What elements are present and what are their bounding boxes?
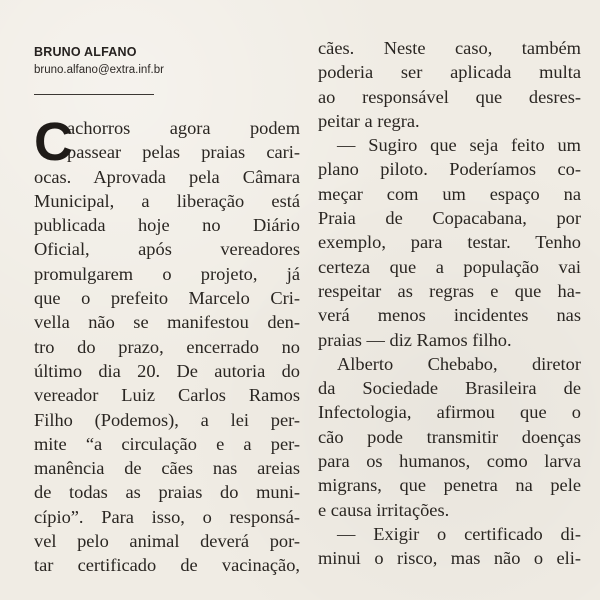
article-line: publicada hoje no Diário [34, 215, 300, 236]
article-line: achorros agora podem [67, 118, 300, 138]
article-line: cães. Neste caso, também [318, 38, 581, 58]
article-line: ao responsável que desres- [318, 86, 581, 107]
article-line: e causa irritações. [318, 499, 450, 520]
article-line: cípio”. Para isso, o responsá- [34, 506, 300, 527]
article-line: ocas. Aprovada pela Câmara [34, 166, 300, 187]
article-line: de todas as praias do muni- [34, 482, 300, 503]
article-column-left [34, 112, 300, 578]
article-line: poderia ser aplicada multa [318, 62, 581, 83]
article-line: tar certificado de vacinação, [34, 555, 300, 576]
article-line: Infectologia, afirmou que o [318, 402, 581, 423]
article-line: cão pode transmitir doenças [318, 426, 581, 447]
article-line: Filho (Podemos), a lei per- [34, 409, 300, 430]
article-line: Municipal, a liberação está [34, 190, 300, 211]
article-line: Alberto Chebabo, diretor [337, 353, 581, 374]
article-column-right [318, 36, 581, 571]
drop-cap: C [34, 112, 73, 172]
article-line: Praia de Copacabana, por [318, 208, 581, 229]
article-line: tro do prazo, encerrado no [34, 336, 300, 357]
article-line: passear pelas praias cari- [67, 142, 300, 163]
article-line: da Sociedade Brasileira de [318, 378, 581, 399]
author-email: bruno.alfano@extra.inf.br [34, 64, 164, 76]
article-line: respeitar as regras e que ha- [318, 280, 581, 301]
article-line: mite “a circulação e a per- [34, 433, 300, 454]
article-line: último dia 20. De autoria do [34, 360, 300, 381]
article-line: vella não se manifestou den- [34, 312, 300, 333]
article-line: vereador Luiz Carlos Ramos [34, 385, 300, 406]
author-name: BRUNO ALFANO [34, 45, 137, 59]
article-line: — Sugiro que seja feito um [337, 135, 581, 156]
byline-divider [34, 94, 154, 95]
article-line: peitar a regra. [318, 110, 420, 131]
article-line: exemplo, para testar. Tenho [318, 232, 581, 253]
article-line: migrans, que penetra na pele [318, 475, 581, 496]
first-paragraph [34, 112, 300, 578]
article-line: minui o risco, mas não o eli- [318, 548, 581, 569]
article-line: certeza que a população vai [318, 256, 581, 277]
article-line: Oficial, após vereadores [34, 239, 300, 260]
article-line: manência de cães nas areias [34, 458, 300, 479]
article-line: meçar com um espaço na [318, 183, 581, 204]
article-line: — Exigir o certificado di- [337, 523, 581, 544]
article-line: promulgarem o projeto, já [34, 263, 300, 284]
article-line: para os humanos, como larva [318, 451, 581, 472]
article-line: que o prefeito Marcelo Cri- [34, 288, 300, 309]
article-line: praias — diz Ramos filho. [318, 329, 512, 350]
article-line: verá menos incidentes nas [318, 305, 581, 326]
article-line: plano piloto. Poderíamos co- [318, 159, 581, 180]
article-line: vel pelo animal deverá por- [34, 531, 300, 552]
